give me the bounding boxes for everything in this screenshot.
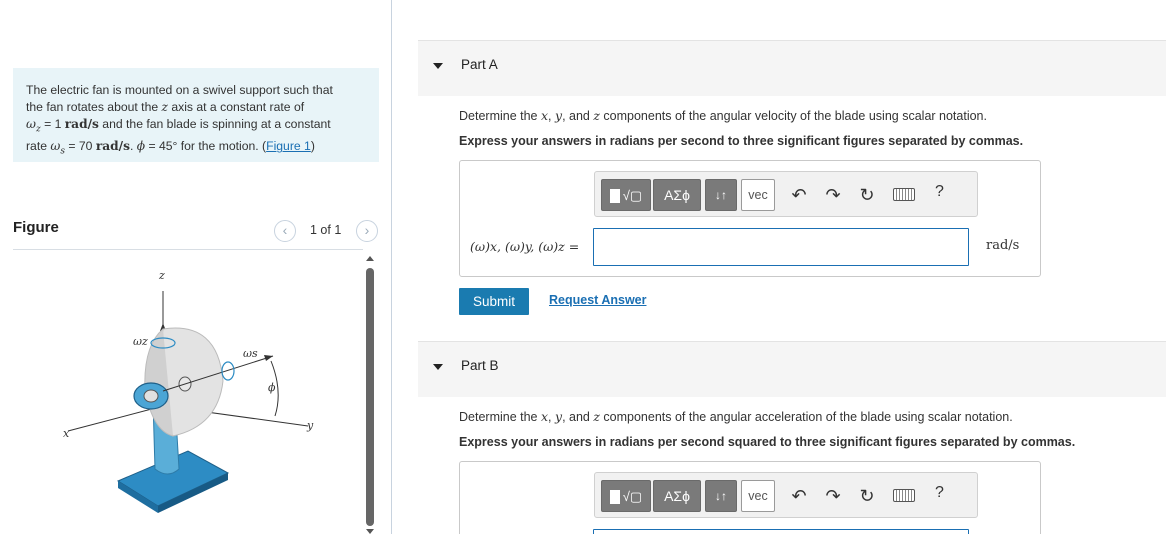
figure-title: Figure	[13, 219, 59, 236]
vec-button-b[interactable]: vec	[741, 480, 775, 512]
left-panel	[0, 0, 392, 534]
part-b-instruction: Express your answers in radians per second squared to three significant figures separated by commas.	[459, 435, 1076, 449]
help-button-b[interactable]: ?	[935, 484, 944, 501]
part-b-label: Part B	[461, 358, 499, 373]
templates-button[interactable]: √▢	[601, 179, 651, 211]
templates-icon	[610, 490, 620, 504]
z-label: z	[159, 269, 165, 282]
keyboard-icon[interactable]	[893, 188, 915, 201]
y-label: y	[307, 419, 314, 432]
figure-scrollbar[interactable]	[364, 256, 376, 534]
scroll-thumb[interactable]	[366, 268, 374, 526]
x-axis	[68, 406, 163, 431]
problem-line-2: the fan rotates about the z axis at a constant rate of	[26, 100, 305, 114]
part-b-answer-box	[459, 461, 1041, 534]
x-label: x	[63, 427, 70, 440]
help-button[interactable]: ?	[935, 183, 944, 200]
problem-statement	[13, 68, 379, 162]
math-toolbar-b	[594, 472, 978, 518]
undo-icon[interactable]: ↶	[791, 486, 807, 506]
problem-line-1: The electric fan is mounted on a swivel support such that	[26, 83, 333, 97]
ws-label: ωs	[243, 347, 258, 360]
problem-line-3: $\omega_z = 1$ rad/s and the fan blade is spinning at a constant	[26, 117, 331, 135]
figure-image	[13, 251, 363, 534]
part-a-instruction: Express your answers in radians per second to three significant figures separated by commas.	[459, 134, 1024, 148]
pager-text: 1 of 1	[310, 223, 342, 237]
templates-icon	[610, 189, 620, 203]
reset-icon[interactable]: ↻	[859, 185, 875, 205]
math-toolbar	[594, 171, 978, 217]
fan-diagram	[13, 251, 363, 534]
figure-divider	[13, 249, 363, 250]
part-a-header[interactable]	[418, 40, 1166, 96]
answer-input[interactable]	[593, 228, 969, 266]
undo-icon[interactable]: ↶	[791, 185, 807, 205]
part-b-question: Determine the x, y, and z components of the angular acceleration of the blade using scalar notation.	[459, 409, 1013, 424]
figure-link[interactable]: Figure 1	[266, 139, 311, 154]
answer-input-b[interactable]	[593, 529, 969, 534]
collapse-triangle-icon[interactable]	[433, 63, 443, 69]
units-label: rad/s	[986, 238, 1020, 253]
greek-button[interactable]: ΑΣϕ	[653, 179, 701, 211]
greek-button-b[interactable]: ΑΣϕ	[653, 480, 701, 512]
part-a-answer-box	[459, 160, 1041, 277]
part-a-question: Determine the x, y, and z components of the angular velocity of the blade using scalar notation.	[459, 108, 987, 123]
submit-button[interactable]: Submit	[459, 288, 529, 315]
templates-button-b[interactable]: √▢	[601, 480, 651, 512]
answer-label: (ω)x, (ω)y, (ω)z =	[470, 239, 580, 254]
prev-figure-button[interactable]: ‹	[274, 220, 296, 242]
redo-icon[interactable]: ↷	[825, 185, 841, 205]
next-figure-button[interactable]: ›	[356, 220, 378, 242]
wz-label: ωz	[133, 335, 148, 348]
subscript-button-b[interactable]: ↓↑	[705, 480, 737, 512]
phi-label: ϕ	[268, 381, 276, 394]
scroll-up-icon[interactable]	[366, 256, 374, 261]
collapse-triangle-icon[interactable]	[433, 364, 443, 370]
figure-pager	[274, 219, 378, 243]
request-answer-link[interactable]: Request Answer	[549, 293, 647, 307]
problem-line-4: rate $\omega_s = 70$ rad/s. ϕ = 45° for the motion. (Figure 1)	[26, 139, 315, 157]
redo-icon[interactable]: ↷	[825, 486, 841, 506]
vec-button[interactable]: vec	[741, 179, 775, 211]
reset-icon[interactable]: ↻	[859, 486, 875, 506]
part-a-label: Part A	[461, 57, 498, 72]
part-b-header[interactable]	[418, 341, 1166, 397]
scroll-down-icon[interactable]	[366, 529, 374, 534]
keyboard-icon[interactable]	[893, 489, 915, 502]
subscript-button[interactable]: ↓↑	[705, 179, 737, 211]
